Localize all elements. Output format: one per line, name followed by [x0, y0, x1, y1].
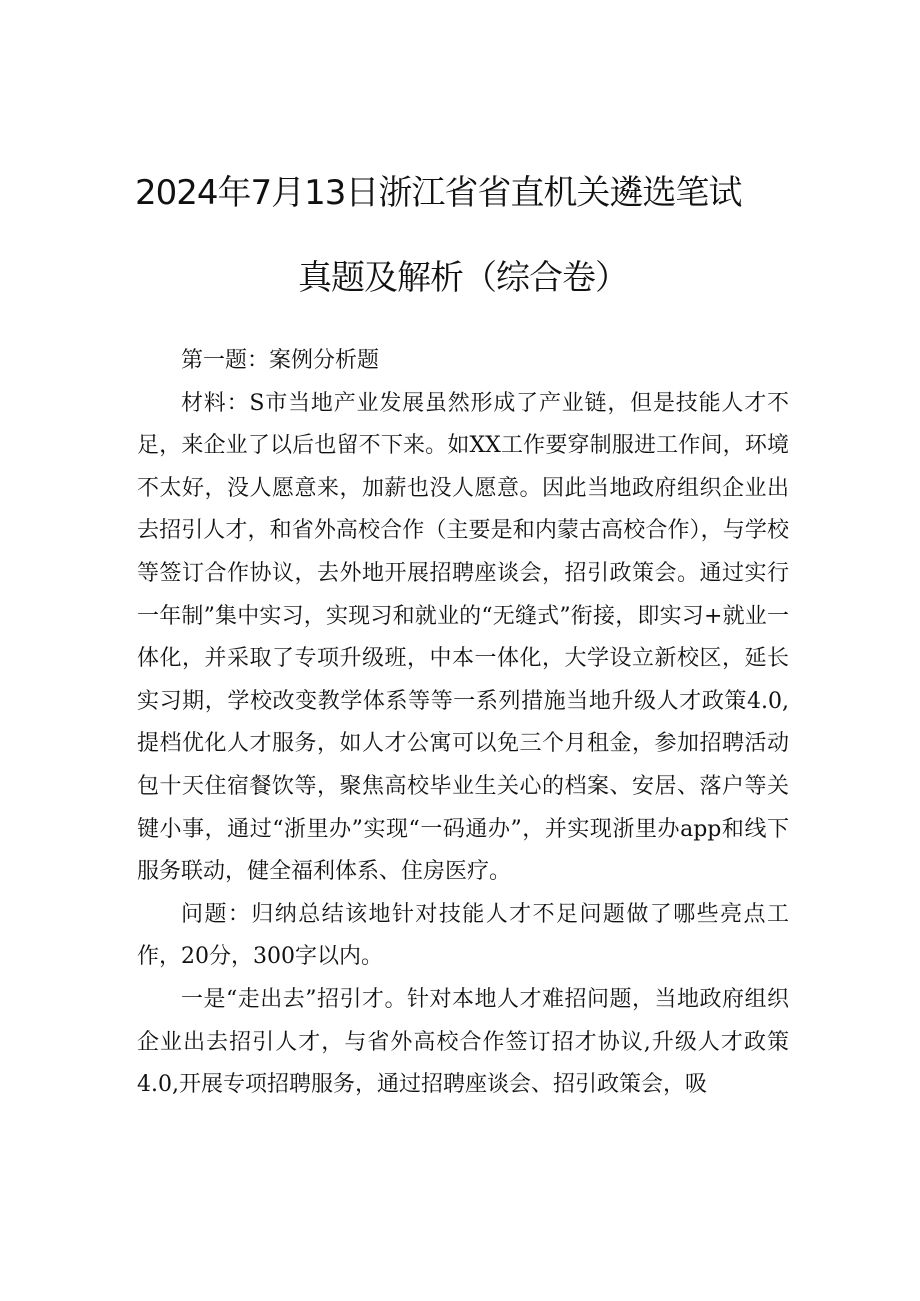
document-title-line-2: 真题及解析（综合卷）	[298, 258, 628, 298]
material-paragraph: 材料：S市当地产业发展虽然形成了产业链，但是技能人才不足，来企业了以后也留不下来。如XX工作要穿制服进工作间，环境不太好，没人愿意来，加薪也没人愿意。因此当地政府组织企业出去招引人才，和省外高校合作（主要是和内蒙古高校合作），与学校等签订合作协议，去外地开展招聘座谈会，招引政策会。通过实行一年制”集中实习，实现习和就业的“无缝式”衔接，即实习+就业一体化，并采取了专项升级班，中本一体化，大学设立新校区，延长实习期，学校改变教学体系等等一系列措施当地升级人才政策4.0,提档优化人才服务，如人才公寓可以免三个月租金，参加招聘活动包十天住宿餐饮等，聚焦高校毕业生关心的档案、安居、落户等关键小事，通过“浙里办”实现“一码通办”，并实现浙里办app和线下服务联动，健全福利体系、住房医疗。	[137, 390, 789, 885]
document-body	[137, 340, 789, 1107]
document-title-line-1: 2024年7月13日浙江省省直机关遴选笔试	[135, 173, 742, 213]
question-heading: 第一题：案例分析题	[181, 348, 380, 373]
answer-paragraph: 一是“走出去”招引才。针对本地人才难招问题，当地政府组织企业出去招引人才，与省外高校合作签订招才协议,升级人才政策4.0,开展专项招聘服务，通过招聘座谈会、招引政策会，吸	[137, 986, 789, 1098]
question-paragraph: 问题：归纳总结该地针对技能人才不足问题做了哪些亮点工作，20分，300字以内。	[137, 901, 789, 970]
